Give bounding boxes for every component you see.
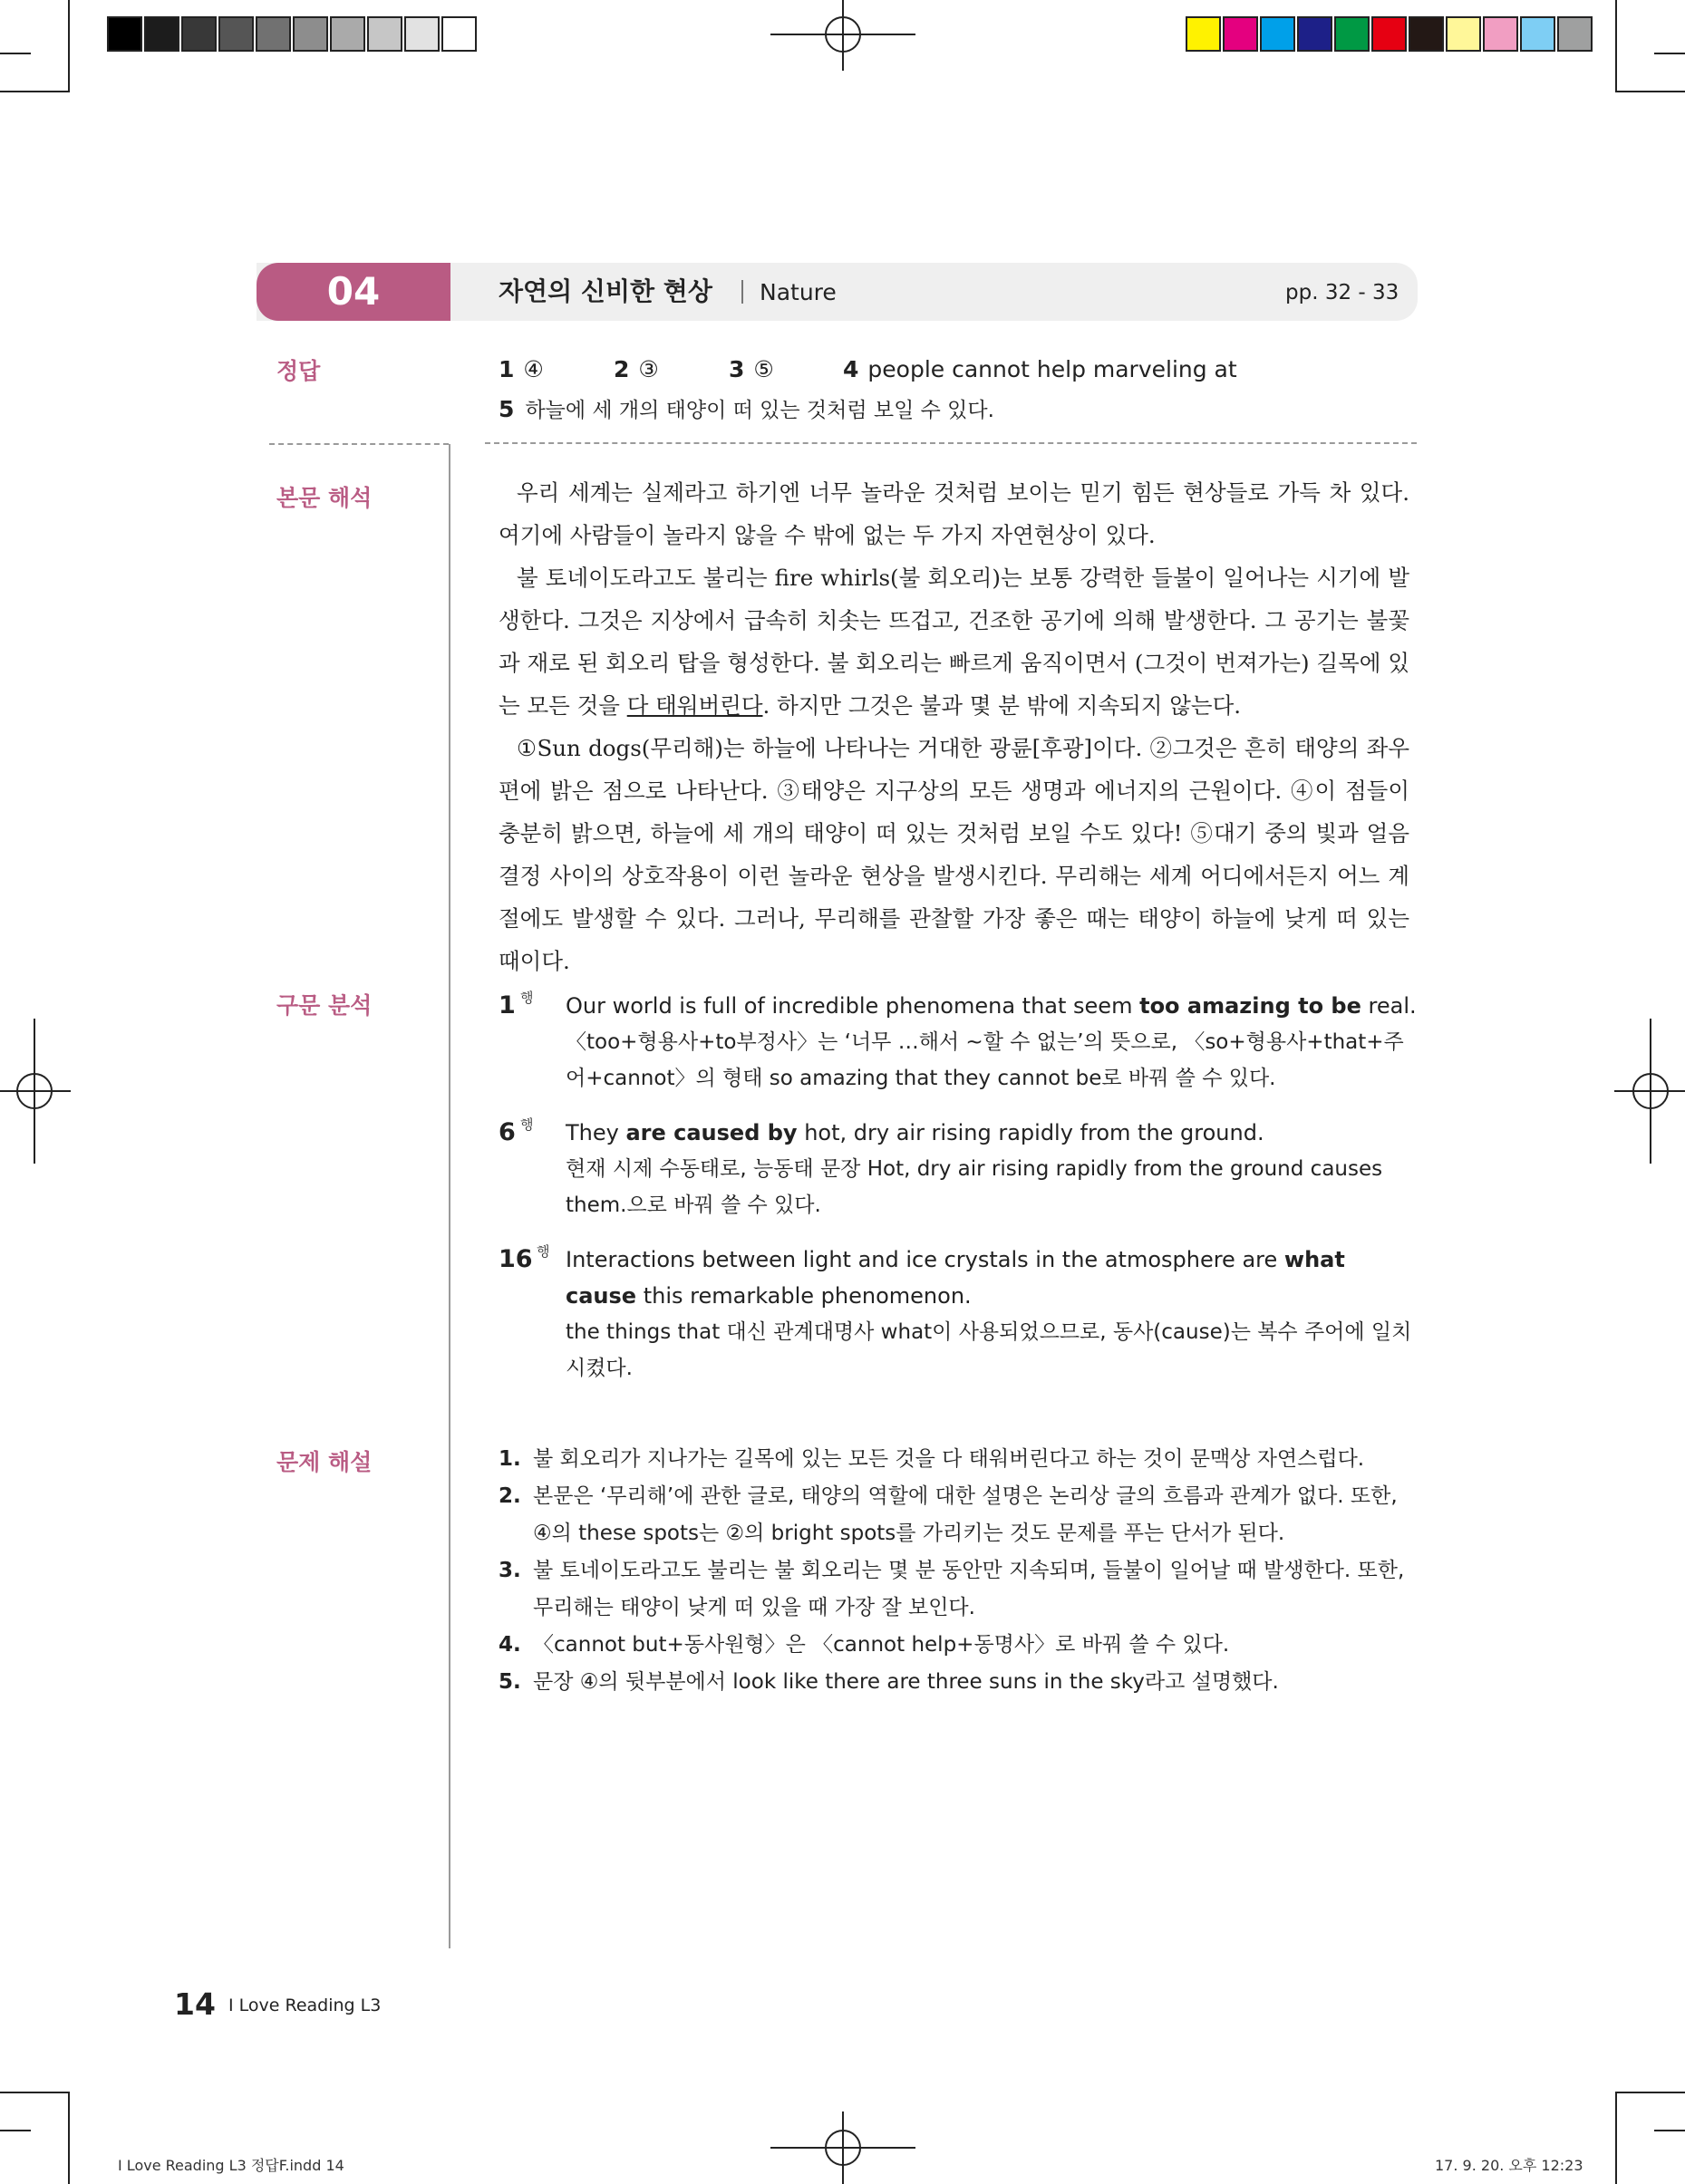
translation-paragraph-3: ①Sun dogs(무리해)는 하늘에 나타나는 거대한 광륜[후광]이다. ②그것은 흔히 태양의 좌우편에 밝은 점으로 나타난다. ③태양은 지구상의 모든 생명과 에너지의 근원이다. ④이 점들이 충분히 밝으면, 하늘에 세 개의 태양이 떠 있는 것처럼 보일 수도 있다! ⑤대기 중의 빛과 얼음결정 사이의 상호작용이 이런 놀라운 현상을 발생시킨다. 무리해는 세계 어디에서든지 어느 계절에도 발생할 수 있다. 그러나, 무리해를 관찰할 가장 좋은 때는 태양이 하늘에 낮게 떠 있는 때이다.: [499, 735, 1409, 974]
gray-swatch: [293, 16, 328, 52]
crop-mark: [0, 2092, 70, 2093]
grammar-note: 〈too+형용사+to부정사〉는 ‘너무 …해서 ~할 수 없는’의 뜻으로, 〈so+형용사+that+주어+cannot〉의 형태 so amazing that they cannot be로 바꿔 쓸 수 있다.: [566, 1030, 1404, 1090]
crop-mark: [1615, 91, 1685, 92]
color-swatch: [1297, 16, 1332, 52]
page-range: pp. 32 - 33: [1285, 281, 1399, 304]
unit-category: Nature: [760, 279, 837, 305]
label-explanations: 문제 해설: [276, 1449, 373, 1475]
answer-1: 1 ④: [499, 356, 544, 382]
crop-mark: [0, 2130, 31, 2131]
color-swatch: [1186, 16, 1221, 52]
crop-mark: [68, 0, 70, 92]
crop-mark: [1615, 2092, 1617, 2184]
gray-swatch: [181, 16, 217, 52]
color-swatch: [1223, 16, 1258, 52]
grammar-line-number: 1: [499, 991, 516, 1020]
color-swatch: [1409, 16, 1444, 52]
explanation-item: 4. 〈cannot but+동사원형〉은 〈cannot help+동명사〉로 바꿔 쓸 수 있다.: [499, 1633, 1230, 1657]
underlined-phrase: 다 태워버린다: [626, 692, 763, 719]
slug-date: 17. 9. 20. 오후 12:23: [1435, 2157, 1583, 2174]
explanation-item: 5. 문장 ④의 뒷부분에서 look like there are three suns in the sky라고 설명했다.: [499, 1670, 1279, 1694]
grammar-line-number: 6: [499, 1118, 516, 1146]
grammar-item: 6 행 They are caused by hot, dry air rising rapidly from the ground. 현재 시제 수동태로, 능동태 문장 Hot, dry air rising rapidly from the ground causes them.으로 바꿔 쓸 수 있다.: [499, 1115, 1414, 1232]
label-translation: 본문 해석: [276, 485, 373, 511]
page-number: 14: [174, 1986, 216, 2022]
crop-mark: [1615, 2092, 1685, 2093]
answer-4: 4 people cannot help marveling at: [843, 356, 1237, 382]
label-grammar: 구문 분석: [276, 992, 373, 1019]
explanation-item: 2. 본문은 ‘무리해’에 관한 글로, 태양의 역할에 대한 설명은 논리상 글의 흐름과 관계가 없다. 또한, ④의 these spots는 ②의 bright spots를 가리키는 것도 문제를 푸는 단서가 된다.: [499, 1484, 1398, 1545]
explanation-item: 1. 불 회오리가 지나가는 길목에 있는 모든 것을 다 태워버린다고 하는 것이 문맥상 자연스럽다.: [499, 1447, 1365, 1471]
answer-2: 2 ③: [614, 356, 659, 382]
gray-swatch: [441, 16, 477, 52]
dashed-divider-right: [485, 442, 1417, 444]
color-swatch: [1520, 16, 1555, 52]
dashed-divider-left: [269, 443, 449, 445]
column-divider: [449, 444, 450, 1948]
crop-mark: [0, 53, 31, 54]
grammar-line-number: 16: [499, 1245, 533, 1273]
slug-file-info: I Love Reading L3 정답F.indd 14: [118, 2157, 344, 2174]
color-swatch: [1446, 16, 1481, 52]
unit-number: 04: [257, 263, 450, 321]
gray-swatch: [256, 16, 291, 52]
gray-swatch: [330, 16, 365, 52]
color-swatch: [1483, 16, 1518, 52]
translation-text: [499, 471, 1409, 982]
gray-swatch: [144, 16, 179, 52]
label-answers: 정답: [276, 358, 321, 384]
translation-paragraph-1: 우리 세계는 실제라고 하기엔 너무 놀라운 것처럼 보이는 믿기 힘든 현상들로 가득 차 있다. 여기에 사람들이 놀라지 않을 수 밖에 없는 두 가지 자연현상이 있다.: [499, 479, 1409, 548]
explanation-item: 3. 불 토네이도라고도 불리는 불 회오리는 몇 분 동안만 지속되며, 들불이 일어날 때 발생한다. 또한, 무리해는 태양이 낮게 떠 있을 때 가장 잘 보인다.: [499, 1559, 1405, 1619]
answer-3: 3 ⑤: [729, 356, 774, 382]
gray-swatch: [107, 16, 142, 52]
gray-swatch: [404, 16, 440, 52]
color-swatch: [1371, 16, 1407, 52]
crop-mark: [1654, 2130, 1685, 2131]
header-separator: [741, 280, 743, 304]
color-swatch: [1557, 16, 1593, 52]
unit-title: 자연의 신비한 현상: [499, 276, 712, 306]
translation-paragraph-2: 불 토네이도라고도 불리는 fire whirls(불 회오리)는 보통 강력한 들불이 일어나는 시기에 발생한다. 그것은 지상에서 급속히 치솟는 뜨겁고, 건조한 공기에 의해 발생한다. 그 공기는 불꽃과 재로 된 회오리 탑을 형성한다. 불 회오리는 빠르게 움직이면서 (그것이 번져가는) 길목에 있는 모든 것을 다 태워버린다. 하지만 그것은 불과 몇 분 밖에 지속되지 않는다.: [499, 565, 1409, 719]
crop-mark: [1615, 0, 1617, 92]
gray-swatch: [218, 16, 254, 52]
grammar-note: 현재 시제 수동태로, 능동태 문장 Hot, dry air rising rapidly from the ground causes them.으로 바꿔 쓸 수 있다.: [566, 1157, 1383, 1217]
gray-swatch: [367, 16, 402, 52]
grammar-item: 1 행 Our world is full of incredible phenomena that seem too amazing to be real. 〈too+형용사+to부정사〉는 ‘너무 …해서 ~할 수 없는’의 뜻으로, 〈so+형용사+that+주어+cannot〉의 형태 so amazing that they cannot be로 바꿔 쓸 수 있다.: [499, 988, 1414, 1106]
answer-5: 5 하늘에 세 개의 태양이 떠 있는 것처럼 보일 수 있다.: [499, 396, 994, 422]
color-swatch: [1334, 16, 1370, 52]
grammar-sentence: Interactions between light and ice crystals in the atmosphere are what cause this remarkable phenomenon.: [566, 1247, 1345, 1309]
color-swatch: [1260, 16, 1295, 52]
book-title: I Love Reading L3: [228, 1996, 382, 2015]
grammar-sentence: Our world is full of incredible phenomena that seem too amazing to be real.: [566, 993, 1417, 1019]
explanations-list: [499, 1441, 1414, 1701]
grammar-sentence: They are caused by hot, dry air rising rapidly from the ground.: [566, 1120, 1264, 1145]
crop-mark: [68, 2092, 70, 2184]
grammar-note: the things that 대신 관계대명사 what이 사용되었으므로, 동사(cause)는 복수 주어에 일치시켰다.: [566, 1320, 1412, 1380]
grammar-item: 16 행 Interactions between light and ice crystals in the atmosphere are what cause this remarkable phenomenon. the things that 대신 관계대명사 what이 사용되었으므로, 동사(cause)는 복수 주어에 일치시켰다.: [499, 1242, 1414, 1396]
crop-mark: [0, 91, 70, 92]
crop-mark: [1654, 53, 1685, 54]
